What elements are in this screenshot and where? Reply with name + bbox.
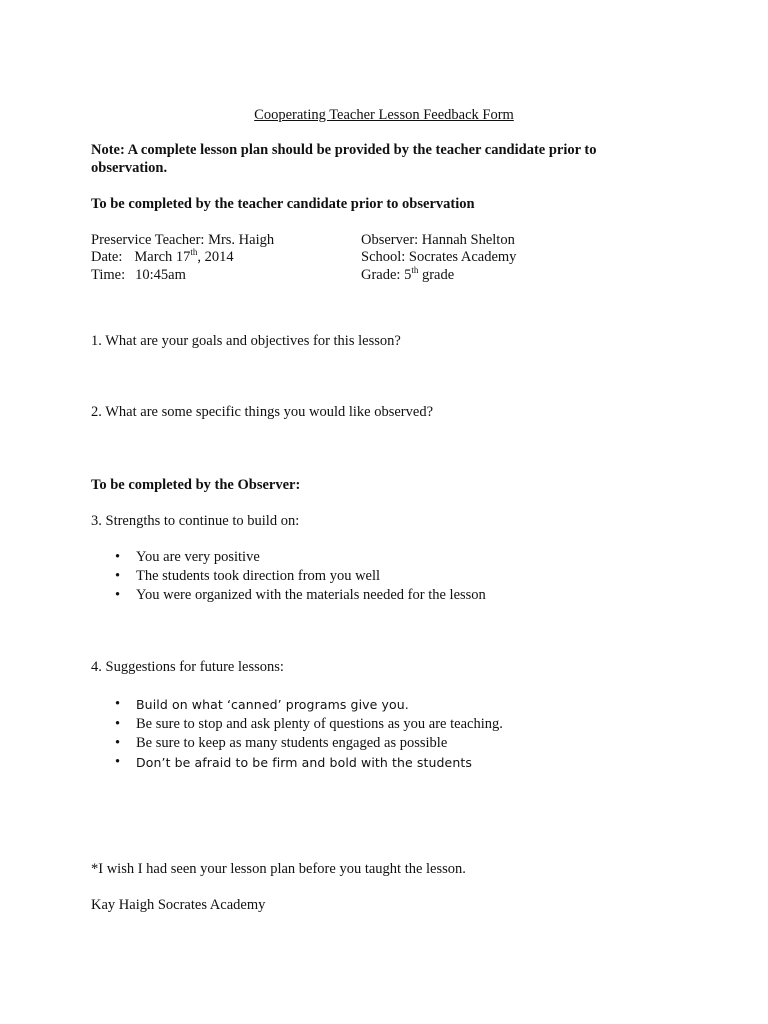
time-value: 10:45am	[135, 267, 186, 283]
closing-note: *I wish I had seen your lesson plan before you taught the lesson.	[91, 861, 466, 877]
date-label: Date:	[91, 249, 123, 265]
strengths-list	[91, 548, 486, 605]
date-value: March 17th, 2014	[134, 247, 234, 265]
time-line	[91, 266, 186, 284]
list-item: • Don’t be afraid to be firm and bold with the students	[115, 754, 472, 770]
preservice-teacher-line: Preservice Teacher: Mrs. Haigh	[91, 232, 275, 248]
list-item: • The students took direction from you well	[115, 568, 381, 584]
lesson-plan-note: Note: A complete lesson plan should be provided by the teacher candidate prior to observation.	[91, 142, 597, 176]
list-item: • You are very positive	[115, 549, 260, 565]
list-item: • Build on what ‘canned’ programs give you.	[115, 696, 409, 712]
question-observed: 2. What are some specific things you would like observed?	[91, 404, 434, 420]
date-line	[91, 248, 234, 266]
signature-line: Kay Haigh Socrates Academy	[91, 897, 266, 913]
observer-line: Observer: Hannah Shelton	[361, 232, 515, 248]
observer-section-heading: To be completed by the Observer:	[91, 477, 301, 493]
form-title: Cooperating Teacher Lesson Feedback Form	[254, 107, 514, 123]
bullet-icon: •	[115, 716, 121, 732]
time-label: Time:	[91, 267, 126, 283]
list-item: • Be sure to stop and ask plenty of questions as you are teaching.	[115, 716, 503, 732]
school-line: School: Socrates Academy	[361, 249, 517, 265]
bullet-icon: •	[115, 735, 121, 751]
list-item: • Be sure to keep as many students engaged as possible	[115, 735, 448, 751]
candidate-section-heading: To be completed by the teacher candidate prior to observation	[91, 196, 475, 212]
bullet-icon: •	[115, 549, 121, 565]
list-item: • You were organized with the materials needed for the lesson	[115, 587, 486, 603]
bullet-icon: •	[115, 568, 121, 584]
bullet-icon: •	[115, 754, 121, 770]
grade-line: Grade: 5th grade	[361, 265, 455, 283]
question-goals: 1. What are your goals and objectives for this lesson?	[91, 333, 401, 349]
strengths-heading: 3. Strengths to continue to build on:	[91, 513, 300, 529]
suggestions-list	[91, 695, 503, 773]
suggestions-heading: 4. Suggestions for future lessons:	[91, 659, 284, 675]
bullet-icon: •	[115, 696, 121, 712]
bullet-icon: •	[115, 587, 121, 603]
